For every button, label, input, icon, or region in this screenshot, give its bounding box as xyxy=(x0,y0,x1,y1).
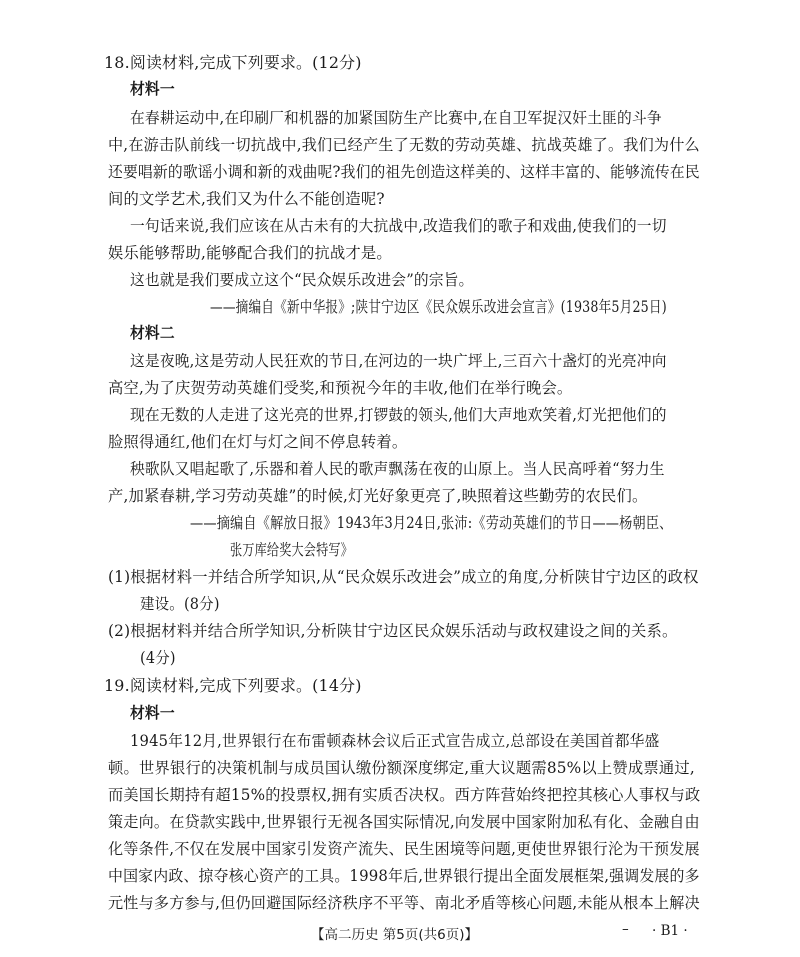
q18-m1-line: 中,在游击队前线一切抗战中,我们已经产生了无数的劳动英雄、抗战英雄了。我们为什么 xyxy=(108,136,700,154)
q18-m2-line: 秧歌队又唱起歌了,乐器和着人民的歌声飘荡在夜的山原上。当人民高呼着“努力生 xyxy=(130,460,665,478)
footer-dash: – xyxy=(622,921,629,937)
q18-m2-line: 这是夜晚,这是劳动人民狂欢的节日,在河边的一块广坪上,三百六十盏灯的光亮冲向 xyxy=(130,352,667,370)
q18-sub-question-1-cont: 建设。(8分) xyxy=(140,595,220,613)
footer-page-info: 【高二历史 第5页(共6页)】 xyxy=(311,927,479,943)
q18-sub-question-2: (2)根据材料并结合所学知识,分析陕甘宁边区民众娱乐活动与政权建设之间的关系。 xyxy=(108,622,678,640)
q19-m1-line: 而美国长期持有超15%的投票权,拥有实质否决权。西方阵营始终把控其核心人事权与政 xyxy=(108,786,701,804)
q19-m1-line: 元性与多方参与,但仍回避国际经济秩序不平等、南北矛盾等核心问题,未能从根本上解决 xyxy=(108,894,700,912)
q18-m2-source: ——摘编自《解放日报》1943年3月24日,张沛:《劳动英雄们的节日——杨朝臣、 xyxy=(190,514,673,532)
q18-sub-question-2-cont: (4分) xyxy=(140,649,176,667)
question-19-title: 19.阅读材料,完成下列要求。(14分) xyxy=(104,676,362,695)
q18-material-2-heading: 材料二 xyxy=(130,323,175,342)
question-18-title: 18.阅读材料,完成下列要求。(12分) xyxy=(104,53,362,72)
q18-m1-source: ——摘编自《新中华报》;陕甘宁边区《民众娱乐改进会宣言》(1938年5月25日) xyxy=(210,298,667,316)
q19-m1-line: 顿。世界银行的决策机制与成员国认缴份额深度绑定,重大议题需85%以上赞成票通过, xyxy=(108,759,695,777)
q19-m1-line: 1945年12月,世界银行在布雷顿森林会议后正式宣告成立,总部设在美国首都华盛 xyxy=(130,732,660,750)
footer-code: · B1 · xyxy=(652,923,688,939)
q18-m2-line: 现在无数的人走进了这光亮的世界,打锣鼓的领头,他们大声地欢笑着,灯光把他们的 xyxy=(130,406,667,424)
q18-material-1-heading: 材料一 xyxy=(130,79,175,98)
q18-m2-line: 产,加紧春耕,学习劳动英雄”的时候,灯光好象更亮了,映照着这些勤劳的农民们。 xyxy=(108,487,648,505)
q18-m2-line: 高空,为了庆贺劳动英雄们受奖,和预祝今年的丰收,他们在举行晚会。 xyxy=(108,379,573,397)
q18-m1-line: 一句话来说,我们应该在从古未有的大抗战中,改造我们的歌子和戏曲,使我们的一切 xyxy=(130,217,667,235)
q18-m1-line: 还要唱新的歌谣小调和新的戏曲呢?我们的祖先创造这样美的、这样丰富的、能够流传在民 xyxy=(108,163,700,181)
q18-m1-line: 在春耕运动中,在印刷厂和机器的加紧国防生产比赛中,在自卫军捉汉奸土匪的斗争 xyxy=(130,109,662,127)
q19-material-1-heading: 材料一 xyxy=(130,703,175,722)
q18-sub-question-1: (1)根据材料一并结合所学知识,从“民众娱乐改进会”成立的角度,分析陕甘宁边区的政权 xyxy=(108,568,699,586)
q18-m1-line: 这也就是我们要成立这个“民众娱乐改进会”的宗旨。 xyxy=(130,271,474,289)
q18-m1-line: 娱乐能够帮助,能够配合我们的抗战才是。 xyxy=(108,244,392,262)
q19-m1-line: 策走向。在贷款实践中,世界银行无视各国实际情况,向发展中国家附加私有化、金融自由 xyxy=(108,813,700,831)
q18-m1-line: 间的文学艺术,我们又为什么不能创造呢? xyxy=(108,190,385,208)
q19-m1-line: 中国家内政、掠夺核心资产的工具。1998年后,世界银行提出全面发展框架,强调发展的多 xyxy=(108,867,700,885)
page-footer xyxy=(0,921,800,943)
q18-m2-line: 脸照得通红,他们在灯与灯之间不停息转着。 xyxy=(108,433,408,451)
q19-m1-line: 化等条件,不仅在发展中国家引发资产流失、民生困境等问题,更使世界银行沦为干预发展 xyxy=(108,840,700,858)
q18-m2-source: 张万库给奖大会特写》 xyxy=(230,541,353,559)
